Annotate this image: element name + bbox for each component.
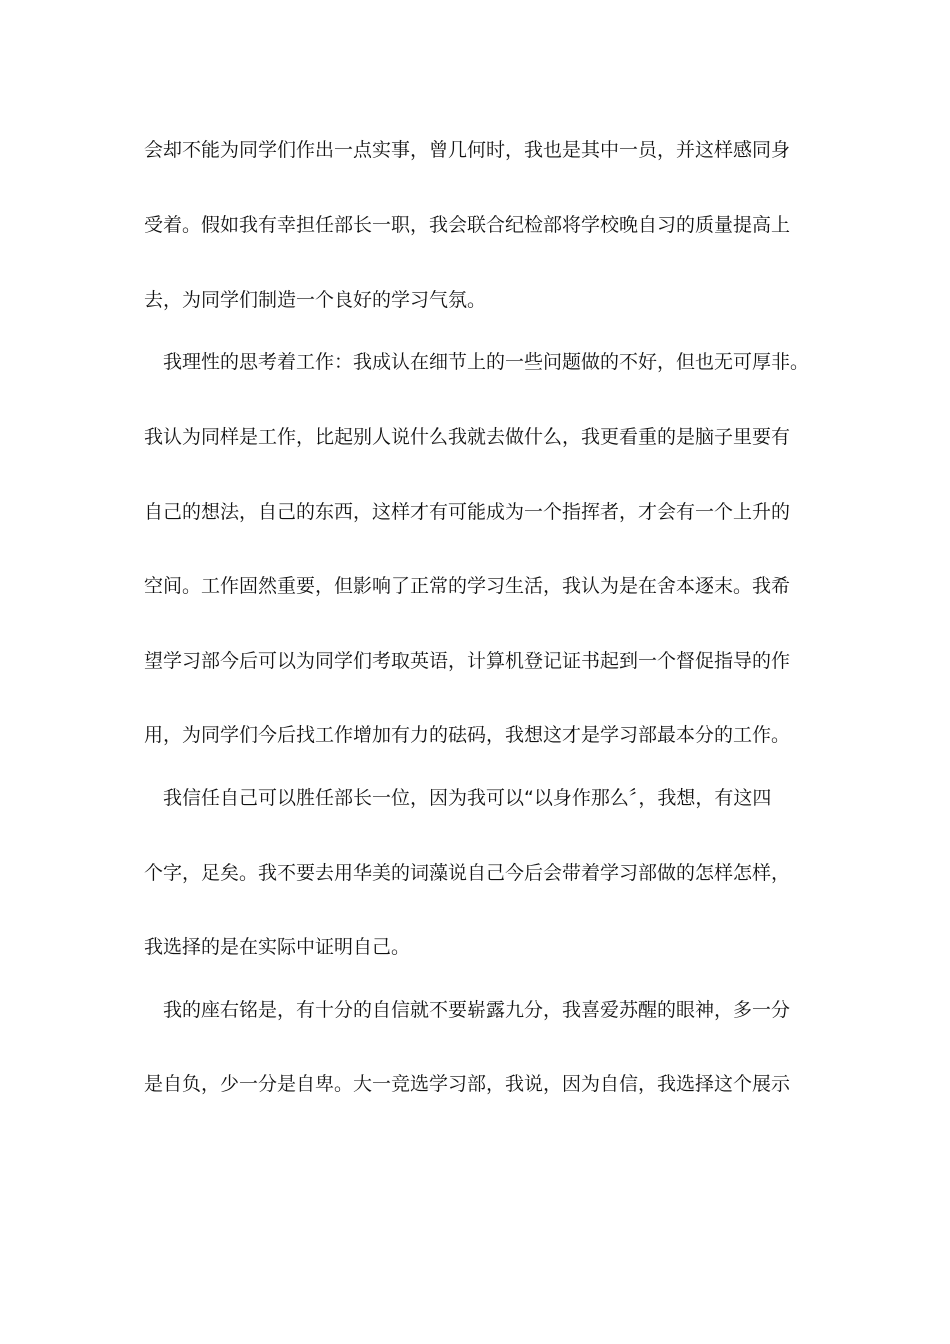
paragraph-start-line: 我理性的思考着工作：我成认在细节上的一些问题做的不好，但也无可厚非。 bbox=[163, 351, 810, 373]
text-line: 用，为同学们今后找工作增加有力的砝码，我想这才是学习部最本分的工作。 bbox=[144, 724, 791, 746]
text-line: 我选择的是在实际中证明自己。 bbox=[144, 936, 411, 958]
text-line: 自己的想法，自己的东西，这样才有可能成为一个指挥者，才会有一个上升的 bbox=[144, 501, 791, 523]
paragraph-start-line: 我的座右铭是，有十分的自信就不要崭露九分，我喜爱苏醒的眼神，多一分 bbox=[163, 999, 791, 1021]
text-line: 是自负，少一分是自卑。大一竞选学习部，我说，因为自信，我选择这个展示 bbox=[144, 1073, 791, 1095]
text-line: 会却不能为同学们作出一点实事，曾几何时，我也是其中一员，并这样感同身 bbox=[144, 139, 791, 161]
paragraph-start-line: 我信任自己可以胜任部长一位，因为我可以“以身作那么〞，我想，有这四 bbox=[163, 787, 772, 809]
text-line: 望学习部今后可以为同学们考取英语，计算机登记证书起到一个督促指导的作 bbox=[144, 650, 791, 672]
text-line: 空间。工作固然重要，但影响了正常的学习生活，我认为是在舍本逐末。我希 bbox=[144, 575, 791, 597]
text-line: 受着。假如我有幸担任部长一职，我会联合纪检部将学校晚自习的质量提高上 bbox=[144, 214, 791, 236]
text-line: 个字，足矣。我不要去用华美的词藻说自己今后会带着学习部做的怎样怎样， bbox=[144, 862, 791, 884]
text-line: 去，为同学们制造一个良好的学习气氛。 bbox=[144, 289, 487, 311]
text-line: 我认为同样是工作，比起别人说什么我就去做什么，我更看重的是脑子里要有 bbox=[144, 426, 791, 448]
